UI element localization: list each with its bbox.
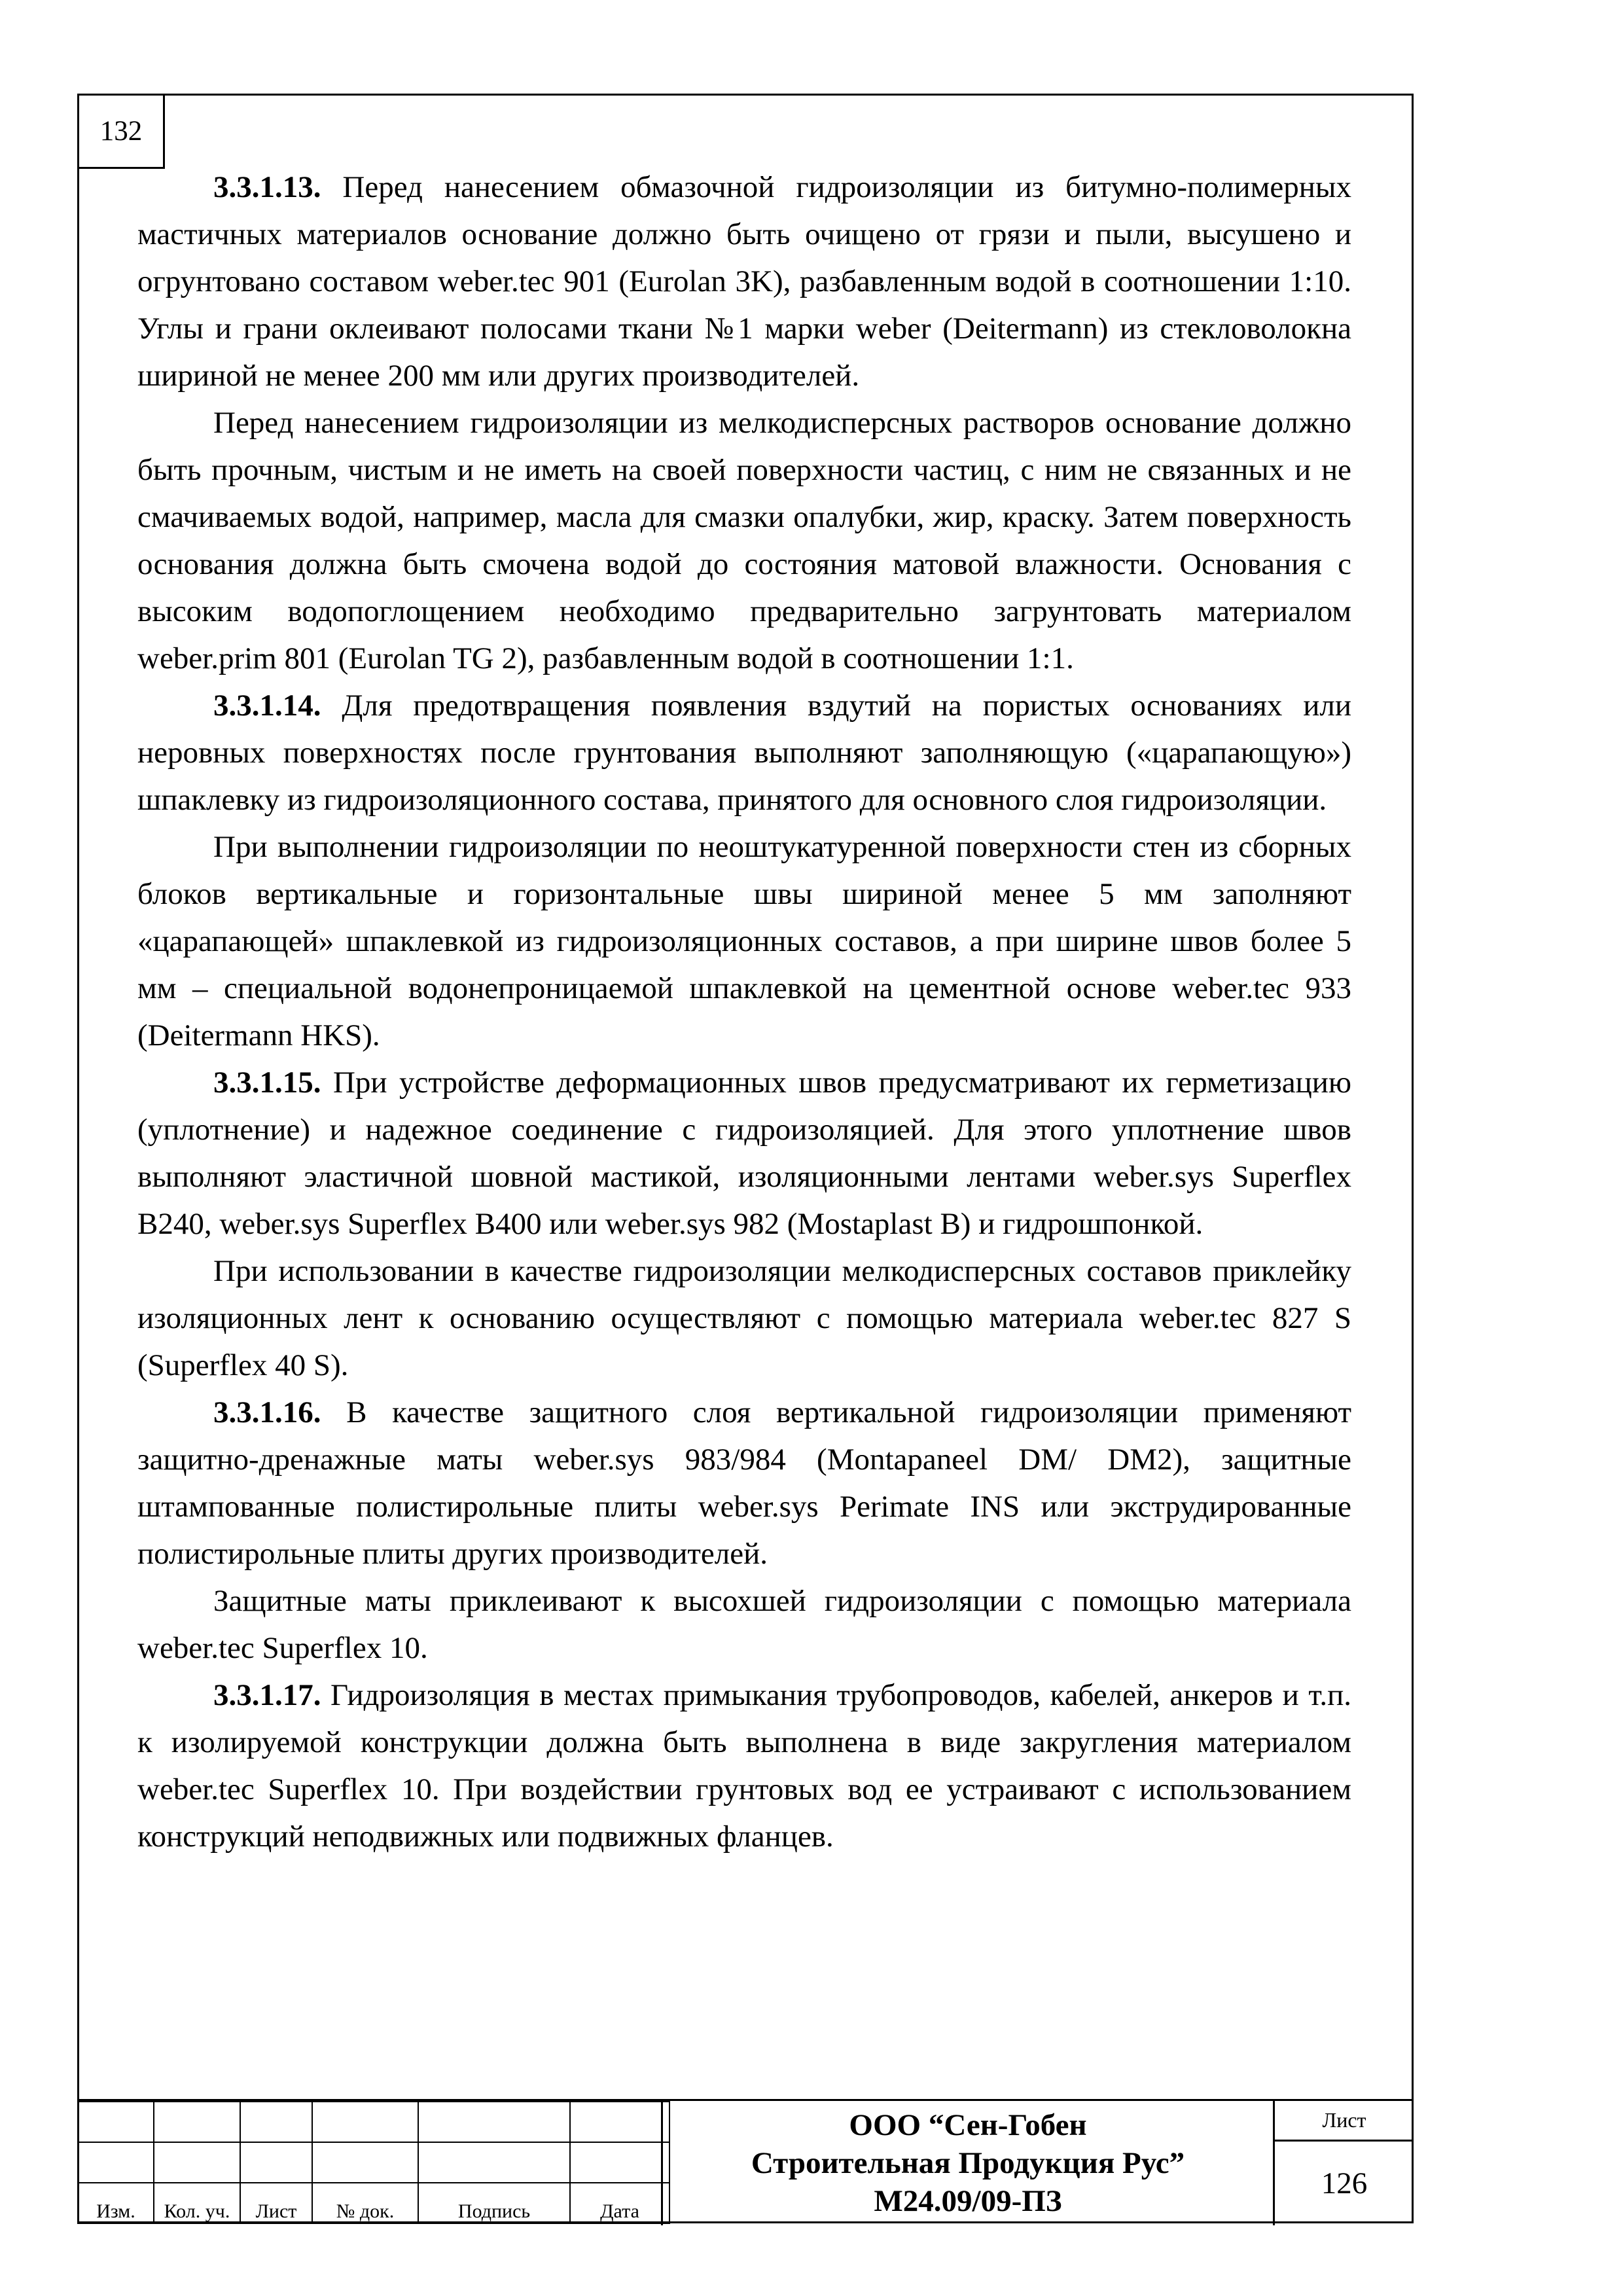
col-signature: Подпись [418,2183,570,2223]
sheet-number: 126 [1321,2166,1368,2200]
section-number: 3.3.1.17. [213,1678,321,1712]
document-body [137,164,1351,1860]
org-line-2: Строительная Продукция Рус” [751,2146,1185,2180]
paragraph [137,1389,1351,1577]
paragraph-text: Перед нанесением гидроизоляции из мелкодисперсных растворов основание должно быть прочным, чистым и не иметь на своей поверхности частиц, с ним не связанных и не смачиваемых водой, например, масла для смазки опалубки, жир, краску. Затем поверхность основания должна быть смочена водой до состояния матовой влажности. Основания с высоким водопоглощением необходимо предварительно загрунтовать материалом weber.prim 801 (Eurolan TG 2), разбавленным водой в соотношении 1:1. [137,406,1351,675]
section-number: 3.3.1.15. [213,1066,321,1100]
col-sheet: Лист [240,2183,312,2223]
section-number: 3.3.1.14. [213,689,321,723]
col-count: Кол. уч. [154,2183,240,2223]
paragraph [137,682,1351,823]
paragraph-text: При устройстве деформационных швов предусматривают их герметизацию (уплотнение) и надежное соединение с гидроизоляцией. Для этого уплотнение швов выполняют эластичной шовной мастикой, изоляционными лентами weber.sys Superflex B240, weber.sys Superflex B400 или weber.sys 982 (Mostaplast B) и гидрошпонкой. [137,1066,1351,1241]
paragraph [137,399,1351,682]
paragraph-text: При выполнении гидроизоляции по неоштукатуренной поверхности стен из сборных блоков вертикальные и горизонтальные швы шириной менее 5 мм заполняют «царапающей» шпаклевкой из гидроизоляционных составов, а при ширине швов более 5 мм – специальной водонепроницаемой шпаклевкой на цементной основе weber.tec 933 (Deitermann HKS). [137,830,1351,1052]
paragraph [137,1672,1351,1860]
revision-table [77,2101,670,2224]
section-number: 3.3.1.16. [213,1395,321,1429]
paragraph [137,1247,1351,1389]
paragraph-text: Перед нанесением обмазочной гидроизоляции из битумно-полимерных мастичных материалов основание должно быть очищено от грязи и пыли, высушено и огрунтовано составом weber.tec 901 (Eurolan 3K), разбавленным водой в соотношении 1:10. Углы и грани оклеивают полосами ткани №1 марки weber (Deitermann) из стекловолокна шириной не менее 200 мм или других производителей. [137,170,1351,393]
paragraph-text: Гидроизоляция в местах примыкания трубопроводов, кабелей, анкеров и т.п. к изолируемой конструкции должна быть выполнена в виде закругления материалом weber.tec Superflex 10. При воздействии грунтовых вод ее устраивают с использованием конструкций неподвижных или подвижных фланцев. [137,1678,1351,1854]
sheet-label: Лист [1275,2101,1414,2142]
title-block [77,2099,1414,2225]
paragraph-text: В качестве защитного слоя вертикальной гидроизоляции применяют защитно-дренажные маты weber.sys 983/984 (Montapaneel DM/ DM2), защитные штампованные полистирольные плиты weber.sys Perimate INS или экструдированные полистирольные плиты других производителей. [137,1395,1351,1571]
paragraph [137,1059,1351,1247]
col-change: Изм. [78,2183,154,2223]
col-doc-number: № док. [312,2183,418,2223]
org-line-1: ООО “Сен-Гобен [849,2108,1087,2142]
paragraph-text: При использовании в качестве гидроизоляции мелкодисперсных составов приклейку изоляционных лент к основанию осуществляют с помощью материала weber.tec 827 S (Superflex 40 S). [137,1254,1351,1382]
paragraph-text: Защитные маты приклеивают к высохшей гидроизоляции с помощью материала weber.tec Superflex 10. [137,1584,1351,1665]
doc-code: М24.09/09-ПЗ [874,2184,1062,2218]
col-date: Дата [570,2183,669,2223]
paragraph [137,823,1351,1059]
organization-block [661,2101,1275,2225]
section-number: 3.3.1.13. [213,170,321,204]
page-corner-number: 132 [77,94,165,169]
paragraph [137,1577,1351,1672]
paragraph-text: Для предотвращения появления вздутий на пористых основаниях или неровных поверхностях после грунтования выполняют заполняющую («царапающую») шпаклевку из гидроизоляционного состава, принятого для основного слоя гидроизоляции. [137,689,1351,817]
paragraph [137,164,1351,399]
